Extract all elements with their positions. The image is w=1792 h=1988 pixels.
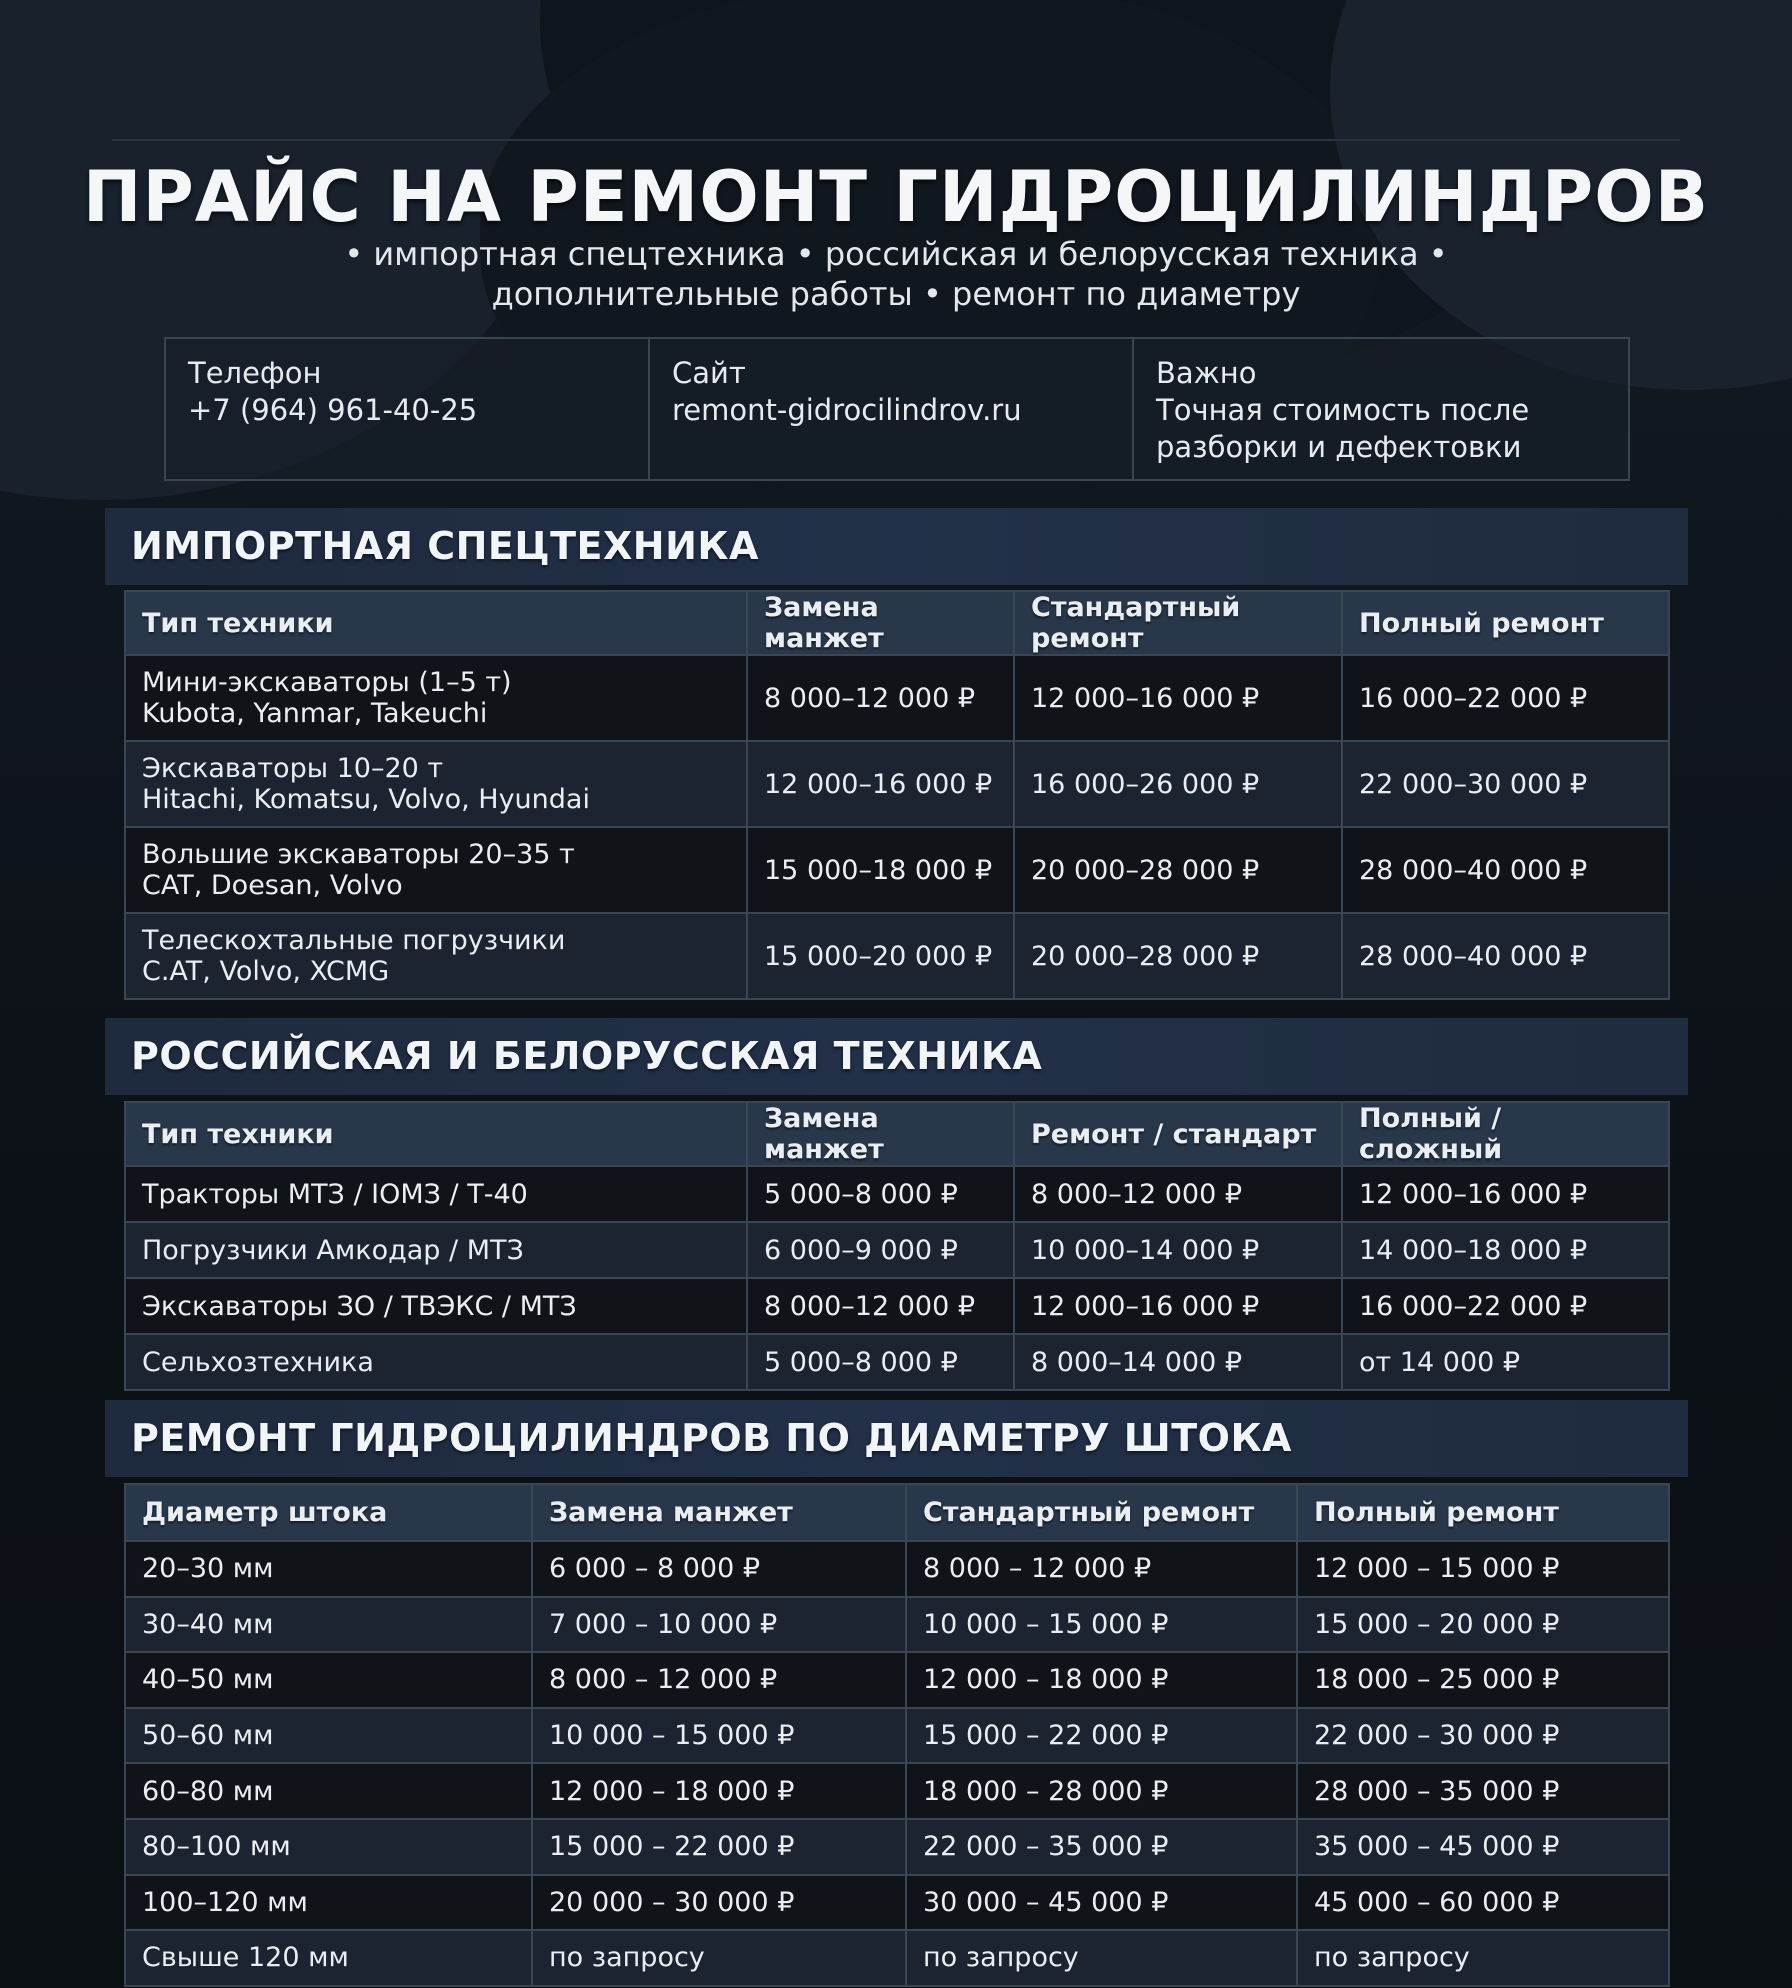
price-cuffs: 8 000–12 000 ₽: [747, 1278, 1014, 1334]
price-standard: 30 000 – 45 000 ₽: [906, 1875, 1297, 1931]
price-cuffs: 10 000 – 15 000 ₽: [532, 1708, 906, 1764]
price-full: по запросу: [1297, 1930, 1669, 1986]
russian-belarusian-equipment-table: [124, 1101, 1670, 1391]
column-header: Полный / сложный: [1342, 1102, 1669, 1166]
price-full: 22 000 – 30 000 ₽: [1297, 1708, 1669, 1764]
price-standard: 15 000 – 22 000 ₽: [906, 1708, 1297, 1764]
table-row: [125, 1278, 1669, 1334]
rod-diameter: 50–60 мм: [125, 1708, 532, 1764]
price-cuffs: 5 000–8 000 ₽: [747, 1334, 1014, 1390]
rod-diameter: 20–30 мм: [125, 1541, 532, 1597]
table-row: [125, 741, 1669, 827]
table-row: [125, 1166, 1669, 1222]
price-cuffs: 6 000–9 000 ₽: [747, 1222, 1014, 1278]
table-row: [125, 1652, 1669, 1708]
price-cuffs: 12 000 – 18 000 ₽: [532, 1763, 906, 1819]
rod-diameter: 60–80 мм: [125, 1763, 532, 1819]
equipment-type: Экскаваторы 10–20 т: [142, 753, 444, 784]
column-header: Полный ремонт: [1342, 591, 1669, 655]
equipment-cell: [125, 913, 747, 999]
price-full: 28 000–40 000 ₽: [1342, 913, 1669, 999]
table-row: [125, 827, 1669, 913]
info-site: [648, 339, 1132, 479]
price-standard: 20 000–28 000 ₽: [1014, 827, 1342, 913]
section-title: РОССИЙСКАЯ И БЕЛОРУССКАЯ ТЕХНИКА: [131, 1034, 1043, 1078]
section-title: ИМПОРТНАЯ СПЕЦТЕХНИКА: [131, 524, 759, 568]
equipment-type: Сельхозтехника: [125, 1334, 747, 1390]
price-standard: 10 000 – 15 000 ₽: [906, 1597, 1297, 1653]
rod-diameter: Свыше 120 мм: [125, 1930, 532, 1986]
note-text-line-2: разборки и дефектовки: [1156, 430, 1522, 464]
rod-diameter: 40–50 мм: [125, 1652, 532, 1708]
equipment-cell: [125, 827, 747, 913]
section-header-russian-belarusian: [105, 1018, 1688, 1095]
equipment-type: Экскаваторы ЗО / ТВЭКС / МТЗ: [125, 1278, 747, 1334]
table-row: [125, 1222, 1669, 1278]
table-header-row: [125, 1102, 1669, 1166]
price-standard: по запросу: [906, 1930, 1297, 1986]
table-row: [125, 1708, 1669, 1764]
equipment-type: Погрузчики Амкодар / МТЗ: [125, 1222, 747, 1278]
rod-diameter: 80–100 мм: [125, 1819, 532, 1875]
table-header-row: [125, 1484, 1669, 1541]
equipment-type: Тракторы МТЗ / IОМЗ / Т-40: [125, 1166, 747, 1222]
table-row: [125, 913, 1669, 999]
price-full: от 14 000 ₽: [1342, 1334, 1669, 1390]
column-header: Замена манжет: [747, 591, 1014, 655]
price-full: 35 000 – 45 000 ₽: [1297, 1819, 1669, 1875]
price-full: 15 000 – 20 000 ₽: [1297, 1597, 1669, 1653]
equipment-type: Телескохтальные погрузчики: [142, 925, 566, 956]
site-link[interactable]: remont-gidrocilindrov.ru: [672, 393, 1022, 427]
column-header: Ремонт / стандарт: [1014, 1102, 1342, 1166]
price-full: 22 000–30 000 ₽: [1342, 741, 1669, 827]
equipment-type: Мини-экскаваторы (1–5 т): [142, 667, 512, 698]
price-standard: 22 000 – 35 000 ₽: [906, 1819, 1297, 1875]
price-standard: 12 000 – 18 000 ₽: [906, 1652, 1297, 1708]
price-cuffs: 15 000 – 22 000 ₽: [532, 1819, 906, 1875]
price-cuffs: 6 000 – 8 000 ₽: [532, 1541, 906, 1597]
subtitle-line-1: • импортная спецтехника • российская и белорусская техника •: [344, 235, 1448, 273]
contact-info-box: [164, 337, 1630, 481]
table-row: [125, 1763, 1669, 1819]
price-cuffs: 15 000–18 000 ₽: [747, 827, 1014, 913]
page-subtitle: [0, 234, 1792, 314]
column-header: Замена манжет: [747, 1102, 1014, 1166]
price-standard: 8 000 – 12 000 ₽: [906, 1541, 1297, 1597]
equipment-cell: [125, 655, 747, 741]
column-header: Полный ремонт: [1297, 1484, 1669, 1541]
price-cuffs: 15 000–20 000 ₽: [747, 913, 1014, 999]
rod-diameter: 100–120 мм: [125, 1875, 532, 1931]
equipment-brands: CAT, Doesan, Volvo: [142, 870, 403, 901]
rod-diameter-table: [124, 1483, 1670, 1987]
price-cuffs: 8 000 – 12 000 ₽: [532, 1652, 906, 1708]
section-header-by-diameter: [105, 1400, 1688, 1477]
price-full: 14 000–18 000 ₽: [1342, 1222, 1669, 1278]
equipment-cell: [125, 741, 747, 827]
price-standard: 16 000–26 000 ₽: [1014, 741, 1342, 827]
equipment-brands: Hitachi, Komatsu, Volvo, Hyundai: [142, 784, 590, 815]
column-header: Стандартный ремонт: [1014, 591, 1342, 655]
price-full: 45 000 – 60 000 ₽: [1297, 1875, 1669, 1931]
equipment-type: Вольшие экскаваторы 20–35 т: [142, 839, 575, 870]
table-row: [125, 1541, 1669, 1597]
column-header: Тип техники: [125, 591, 747, 655]
equipment-brands: Kubota, Yanmar, Takeuchi: [142, 698, 488, 729]
table-row: [125, 1930, 1669, 1986]
price-full: 12 000 – 15 000 ₽: [1297, 1541, 1669, 1597]
phone-label: Телефон: [188, 356, 322, 390]
price-full: 12 000–16 000 ₽: [1342, 1166, 1669, 1222]
price-full: 16 000–22 000 ₽: [1342, 655, 1669, 741]
price-full: 28 000–40 000 ₽: [1342, 827, 1669, 913]
table-row: [125, 1334, 1669, 1390]
column-header: Стандартный ремонт: [906, 1484, 1297, 1541]
top-divider: [112, 139, 1680, 141]
price-cuffs: 12 000–16 000 ₽: [747, 741, 1014, 827]
note-label: Важно: [1156, 356, 1257, 390]
price-standard: 20 000–28 000 ₽: [1014, 913, 1342, 999]
note-text-line-1: Точная стоимость после: [1156, 393, 1530, 427]
price-full: 18 000 – 25 000 ₽: [1297, 1652, 1669, 1708]
column-header: Замена манжет: [532, 1484, 906, 1541]
price-standard: 8 000–12 000 ₽: [1014, 1166, 1342, 1222]
page-title: ПРАЙС НА РЕМОНТ ГИДРОЦИЛИНДРОВ: [82, 156, 1710, 238]
price-standard: 10 000–14 000 ₽: [1014, 1222, 1342, 1278]
price-standard: 12 000–16 000 ₽: [1014, 1278, 1342, 1334]
section-header-import: [105, 508, 1688, 585]
price-cuffs: по запросу: [532, 1930, 906, 1986]
price-cuffs: 7 000 – 10 000 ₽: [532, 1597, 906, 1653]
table-header-row: [125, 591, 1669, 655]
column-header: Тип техники: [125, 1102, 747, 1166]
column-header: Диаметр штока: [125, 1484, 532, 1541]
phone-number[interactable]: +7 (964) 961-40-25: [188, 393, 478, 427]
section-title: РЕМОНТ ГИДРОЦИЛИНДРОВ ПО ДИАМЕТРУ ШТОКА: [131, 1416, 1292, 1460]
price-standard: 12 000–16 000 ₽: [1014, 655, 1342, 741]
price-cuffs: 8 000–12 000 ₽: [747, 655, 1014, 741]
price-full: 16 000–22 000 ₽: [1342, 1278, 1669, 1334]
price-cuffs: 20 000 – 30 000 ₽: [532, 1875, 906, 1931]
price-cuffs: 5 000–8 000 ₽: [747, 1166, 1014, 1222]
site-label: Сайт: [672, 356, 746, 390]
info-phone: [166, 339, 648, 479]
subtitle-line-2: дополнительные работы • ремонт по диаметру: [491, 275, 1301, 313]
table-row: [125, 655, 1669, 741]
equipment-brands: C.AT, Volvo, XCMG: [142, 956, 390, 987]
rod-diameter: 30–40 мм: [125, 1597, 532, 1653]
price-standard: 8 000–14 000 ₽: [1014, 1334, 1342, 1390]
table-row: [125, 1875, 1669, 1931]
import-equipment-table: [124, 590, 1670, 1000]
price-standard: 18 000 – 28 000 ₽: [906, 1763, 1297, 1819]
table-row: [125, 1819, 1669, 1875]
info-note: [1132, 339, 1628, 479]
price-full: 28 000 – 35 000 ₽: [1297, 1763, 1669, 1819]
table-row: [125, 1597, 1669, 1653]
